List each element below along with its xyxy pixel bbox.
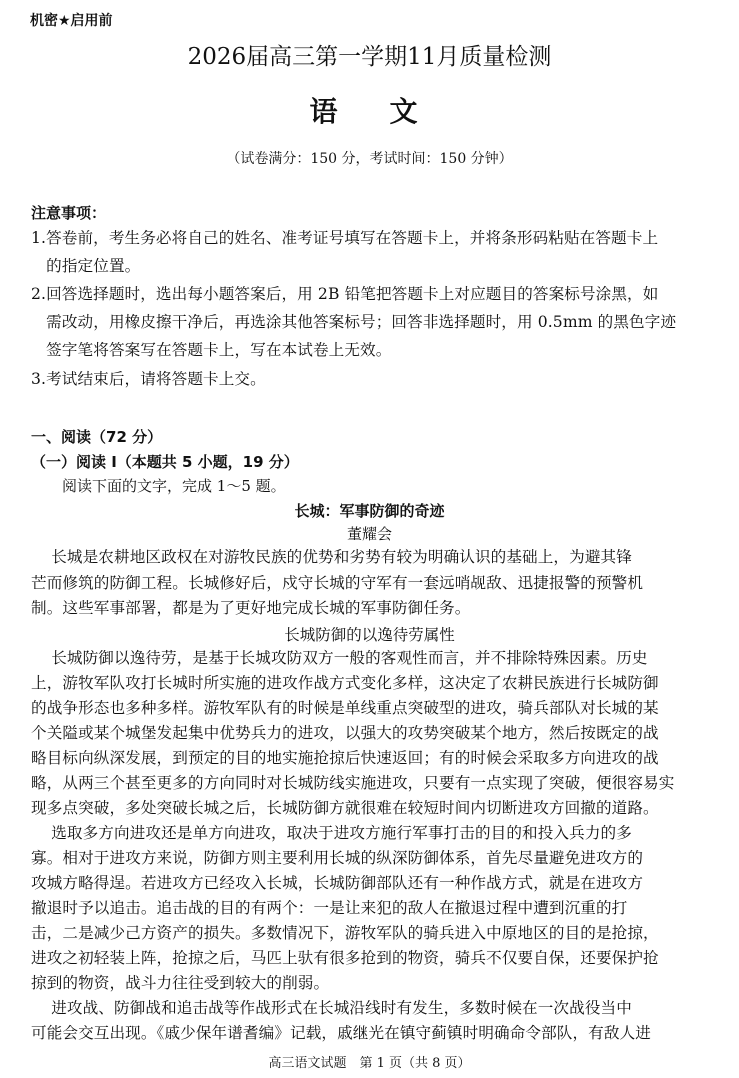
- paragraph-line: 攻城方略得逞。若进攻方已经攻入长城，长城防御部队还有一种作战方式，就是在进攻方: [31, 874, 644, 892]
- paragraph-line: 的战争形态也多种多样。游牧军队有的时候是单线重点突破型的进攻，骑兵部队对长城的某: [31, 699, 659, 717]
- score-time-info: （试卷满分：150 分，考试时间：150 分钟）: [226, 151, 513, 167]
- notice-line: 2.回答选择题时，选出每小题答案后，用 2B 铅笔把答题卡上对应题目的答案标号涂黑，如: [31, 285, 659, 303]
- paragraph-line: 击，二是减少己方资产的损失。多数情况下，游牧军队的骑兵进入中原地区的目的是抢掠，: [31, 924, 659, 942]
- article-author: 董耀会: [346, 525, 392, 543]
- paragraph-line: 略目标向纵深发展，到预定的目的地实施抢掠后快速返回；有的时候会采取多方向进攻的战: [31, 749, 659, 767]
- article-title: 长城：军事防御的奇迹: [294, 502, 445, 520]
- paragraph-line: 撤退时予以追击。追击战的目的有两个：一是让来犯的敌人在撤退过程中遭到沉重的打: [31, 899, 628, 917]
- paragraph-line: 现多点突破，多处突破长城之后，长城防御方就很难在较短时间内切断进攻方回撤的道路。: [31, 799, 659, 817]
- paragraph-line: 进攻之初轻装上阵，抢掠之后，马匹上驮有很多抢到的物资，骑兵不仅要自保，还要保护抢: [31, 949, 659, 967]
- part-title: 一、阅读（72 分）: [31, 428, 163, 446]
- paragraph-line: 上，游牧军队攻打长城时所实施的进攻作战方式变化多样，这决定了农耕民族进行长城防御: [31, 674, 659, 692]
- confidential-label: 机密★启用前: [30, 13, 113, 29]
- notice-line: 3.考试结束后，请将答题卡上交。: [31, 370, 266, 388]
- paragraph-line: 进攻战、防御战和追击战等作战形式在长城沿线时有发生，多数时候在一次战役当中: [31, 999, 632, 1017]
- paragraph-line: 寡。相对于进攻方来说，防御方则主要利用长城的纵深防御体系，首先尽量避免进攻方的: [31, 849, 644, 867]
- notice-heading: 注意事项：: [31, 204, 107, 222]
- page-footer: 高三语文试题 第 1 页（共 8 页）: [268, 1056, 471, 1071]
- paragraph-line: 略，从两三个甚至更多的方向同时对长城防线实施进攻，只要有一点实现了突破，便很容易实: [31, 774, 675, 792]
- paragraph-line: 芒而修筑的防御工程。长城修好后，戍守长城的守军有一套远哨觇敌、迅捷报警的预警机: [31, 574, 644, 592]
- exam-title: 2026届高三第一学期11月质量检测: [187, 44, 552, 70]
- paragraph-line: 长城防御以逸待劳，是基于长城攻防双方一般的客观性而言，并不排除特殊因素。历史: [31, 649, 648, 667]
- paragraph-line: 选取多方向进攻还是单方向进攻，取决于进攻方施行军事打击的目的和投入兵力的多: [31, 824, 632, 842]
- paragraph-line: 个关隘或某个城堡发起集中优势兵力的进攻，以强大的攻势突破某个地方，然后按既定的战: [31, 724, 659, 742]
- paragraph-line: 掠到的物资，战斗力往往受到较大的削弱。: [31, 974, 330, 992]
- notice-line: 1.答卷前，考生务必将自己的姓名、准考证号填写在答题卡上，并将条形码粘贴在答题卡上: [31, 229, 659, 247]
- paragraph-line: 长城是农耕地区政权在对游牧民族的优势和劣势有较为明确认识的基础上，为避其锋: [31, 548, 632, 566]
- reading-instruction: 阅读下面的文字，完成 1～5 题。: [62, 477, 286, 495]
- paragraph-line: 可能会交互出现。《戚少保年谱耆编》记载，戚继光在镇守蓟镇时明确命令部队，有敌人进: [31, 1024, 651, 1042]
- notice-line: 需改动，用橡皮擦干净后，再选涂其他答案标号；回答非选择题时，用 0.5mm 的黑色字迹: [31, 313, 677, 331]
- notice-line: 的指定位置。: [31, 257, 141, 275]
- paragraph-line: 制。这些军事部署，都是为了更好地完成长城的军事防御任务。: [31, 599, 471, 617]
- subject-title: 语 文: [309, 95, 430, 128]
- notice-line: 签字笔将答案写在答题卡上，写在本试卷上无效。: [31, 341, 392, 359]
- article-subheading: 长城防御的以逸待劳属性: [284, 626, 455, 644]
- sub-section-title: （一）阅读 I（本题共 5 小题，19 分）: [31, 453, 299, 471]
